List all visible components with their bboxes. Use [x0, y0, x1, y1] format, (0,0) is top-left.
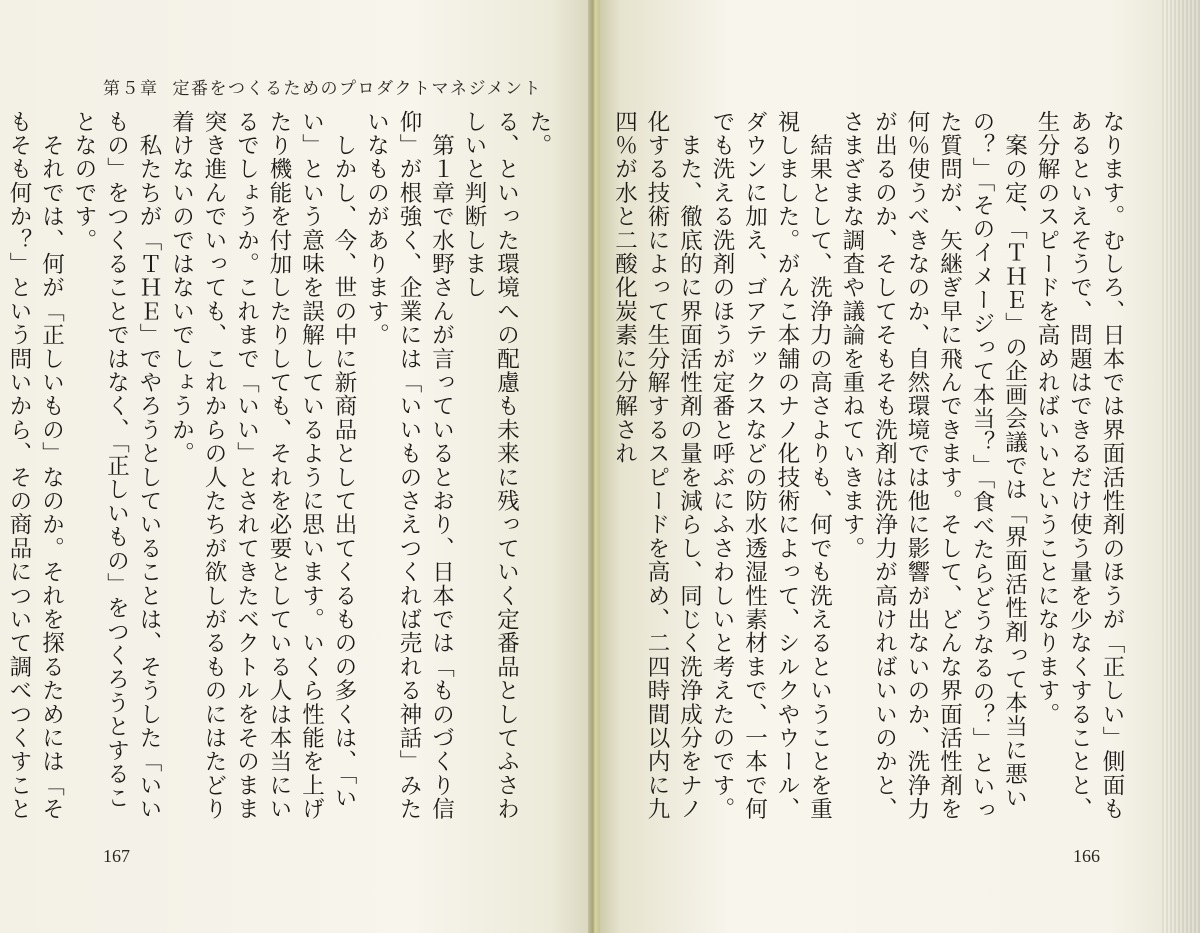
paragraph: それでは、何が「正しいもの」なのか。それを探るためには「そもそも何か？」という問いから、その商品について調べつくすこと — [6, 110, 65, 821]
right-page-body — [611, 110, 1128, 830]
paragraph: る、といった環境への配慮も未来に残っていく定番品としてふさわしいと判断しまし — [461, 110, 520, 821]
running-head-title: 定番をつくるためのプロダクトマネジメント — [172, 79, 542, 99]
paragraph: 案の定、「ＴＨＥ」の企画会議では「界面活性剤って本当に悪いの？」「そのイメージって本当？」「食べたらどうなるの？」といった質問が、矢継ぎ早に飛んできます。そして、どんな界面活性剤を何％使うべきなのか、自然環境では他に影響が出ないのか、洗浄力が出るのか、そしてそもそも洗剤は洗浄力が高ければいいのかと、さまざまな調査や議論を重ねていきます。 — [839, 110, 1028, 823]
running-head-chapter: 第５章 — [103, 79, 159, 99]
left-page — [0, 0, 592, 933]
paragraph: しかし、今、世の中に新商品として出てくるものの多くは、「いい」という意味を誤解しているように思います。いくら性能を上げたり機能を付加したりしても、それを必要としている人は本当にいるでしょうか。これまで「いい」とされてきたベクトルをそのまま突き進んでいっても、これからの人たちが欲しがるものにはたどり着けないのではないでしょうか。 — [168, 110, 357, 821]
right-page — [596, 0, 1200, 933]
page-number-left: 167 — [103, 846, 130, 866]
paragraph: 私たちが「ＴＨＥ」でやろうとしていることは、そうした「いいもの」をつくることではなく、「正しいもの」をつくろうとすることなのです。 — [71, 110, 162, 821]
paragraph: なります。むしろ、日本では界面活性剤のほうが「正しい」側面もあるといえそうで、問題はできるだけ使う量を少なくすることと、生分解のスピードを高めればいいということになります。 — [1034, 110, 1125, 821]
page-edge — [1162, 0, 1200, 933]
left-page-body — [6, 110, 555, 830]
running-head — [103, 74, 542, 99]
page-number-right: 166 — [1073, 846, 1100, 866]
paragraph: また、徹底的に界面活性剤の量を減らし、同じく洗浄成分をナノ化する技術によって生分解するスピードを高め、二四時間以内に九四％が水と二酸化炭素に分解され — [611, 110, 703, 821]
paragraph: 結果として、洗浄力の高さよりも、何でも洗えるということを重視しました。がんこ本舗のナノ化技術によって、シルクやウール、ダウンに加え、ゴアテックスなどの防水透湿性素材まで、一本で何でも洗える洗剤のほうが定番と呼ぶにふさわしいと考えたのです。 — [709, 110, 833, 821]
book-gutter — [588, 0, 600, 933]
paragraph: 第１章で水野さんが言っているとおり、日本では「ものづくり信仰」が根強く、企業には「いいものさえつくれば売れる神話」みたいなものがあります。 — [363, 110, 455, 821]
paragraph: た。 — [526, 110, 552, 158]
